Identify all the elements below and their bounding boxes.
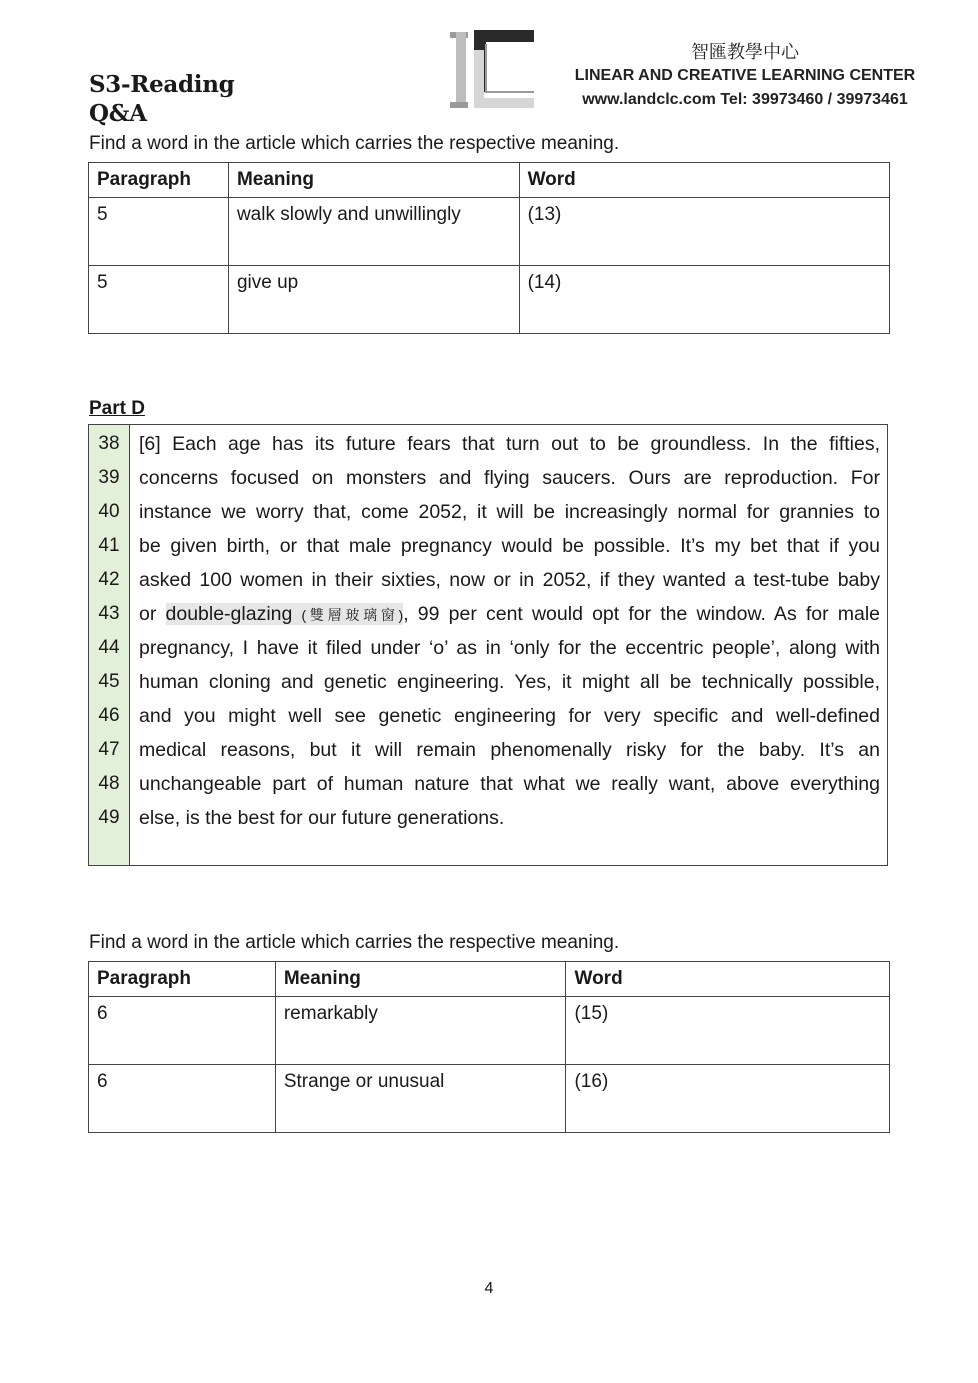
- table-header-row: [89, 962, 890, 997]
- highlighted-term: [166, 603, 404, 625]
- title-line-2: Q&A: [89, 100, 147, 127]
- header-paragraph: Paragraph: [89, 163, 229, 198]
- table-row: [89, 997, 890, 1065]
- header-meaning: Meaning: [275, 962, 566, 997]
- passage-line: [6] Each age has its future fears that turn out to be groundless. In the fifties,: [139, 433, 880, 455]
- table2-instruction: Find a word in the article which carries the respective meaning.: [89, 932, 620, 953]
- cell-paragraph: 5: [89, 266, 229, 334]
- cell-meaning: remarkably: [275, 997, 566, 1065]
- passage-line: pregnancy, I have it filed under ‘o’ as in ‘only for the eccentric people’, along with: [139, 637, 880, 659]
- cell-meaning: give up: [228, 266, 519, 334]
- passage-line: asked 100 women in their sixties, now or in 2052, if they wanted a test-tube baby: [139, 569, 880, 591]
- line-number: 49: [98, 807, 120, 828]
- cell-word-answer[interactable]: (13): [519, 198, 889, 266]
- chinese-gloss: (雙層玻璃窗): [301, 607, 404, 623]
- passage-line: medical reasons, but it will remain phenomenally risky for the baby. It’s an: [139, 739, 880, 761]
- center-name-chinese: 智匯教學中心: [691, 42, 799, 62]
- line-number: 39: [98, 467, 120, 488]
- learning-center-info: [555, 40, 935, 112]
- line-number: 44: [98, 637, 120, 658]
- line43-before: or: [139, 603, 166, 625]
- line-number: 43: [98, 603, 120, 624]
- cell-paragraph: 6: [89, 1065, 276, 1133]
- line43-after: , 99 per cent would opt for the window. As for male: [403, 603, 881, 625]
- passage-line: human cloning and genetic engineering. Yes, it might all be technically possible,: [139, 671, 880, 693]
- header-meaning: Meaning: [228, 163, 519, 198]
- cell-word-answer[interactable]: (14): [519, 266, 889, 334]
- header-word: Word: [519, 163, 889, 198]
- line-number: 46: [98, 705, 120, 726]
- cell-word-answer[interactable]: (15): [566, 997, 890, 1065]
- vocab-table-1: [88, 162, 890, 334]
- line-number: 45: [98, 671, 120, 692]
- center-name-english: LINEAR AND CREATIVE LEARNING CENTER: [574, 67, 916, 84]
- cell-word-answer[interactable]: (16): [566, 1065, 890, 1133]
- page-number: 4: [484, 1280, 494, 1297]
- title-line-1: S3-Reading: [89, 71, 235, 98]
- document-title: [89, 70, 234, 128]
- line-number: 38: [98, 433, 120, 454]
- table-row: [89, 1065, 890, 1133]
- table-row: [89, 266, 890, 334]
- cell-paragraph: 5: [89, 198, 229, 266]
- line-number: 40: [98, 501, 120, 522]
- passage-line: and you might well see genetic engineering for very specific and well-defined: [139, 705, 880, 727]
- line-number: 41: [98, 535, 120, 556]
- cell-meaning: walk slowly and unwillingly: [228, 198, 519, 266]
- table-header-row: [89, 163, 890, 198]
- line-number-column: [89, 425, 130, 865]
- part-d-heading: Part D: [89, 398, 145, 419]
- passage-line: be given birth, or that male pregnancy would be possible. It’s my bet that if you: [139, 535, 880, 557]
- passage-line: concerns focused on monsters and flying saucers. Ours are reproduction. For: [139, 467, 880, 489]
- table1-instruction: Find a word in the article which carries the respective meaning.: [89, 133, 620, 154]
- header-word: Word: [566, 962, 890, 997]
- passage-line-highlighted: [139, 597, 880, 631]
- table-row: [89, 198, 890, 266]
- passage-line: unchangeable part of human nature that what we really want, above everything: [139, 773, 880, 795]
- cell-meaning: Strange or unusual: [275, 1065, 566, 1133]
- line-number: 48: [98, 773, 120, 794]
- center-logo: [450, 30, 536, 112]
- passage-line: else, is the best for our future generations.: [139, 807, 505, 829]
- cell-paragraph: 6: [89, 997, 276, 1065]
- center-contact: www.landclc.com Tel: 39973460 / 39973461: [582, 91, 908, 108]
- passage-box: [88, 424, 888, 866]
- highlighted-word: double-glazing: [165, 603, 293, 625]
- vocab-table-2: [88, 961, 890, 1133]
- line-number: 42: [98, 569, 120, 590]
- line-number: 47: [98, 739, 120, 760]
- header-paragraph: Paragraph: [89, 962, 276, 997]
- passage-text: [139, 427, 880, 835]
- passage-line: instance we worry that, come 2052, it will be increasingly normal for grannies to: [139, 501, 880, 523]
